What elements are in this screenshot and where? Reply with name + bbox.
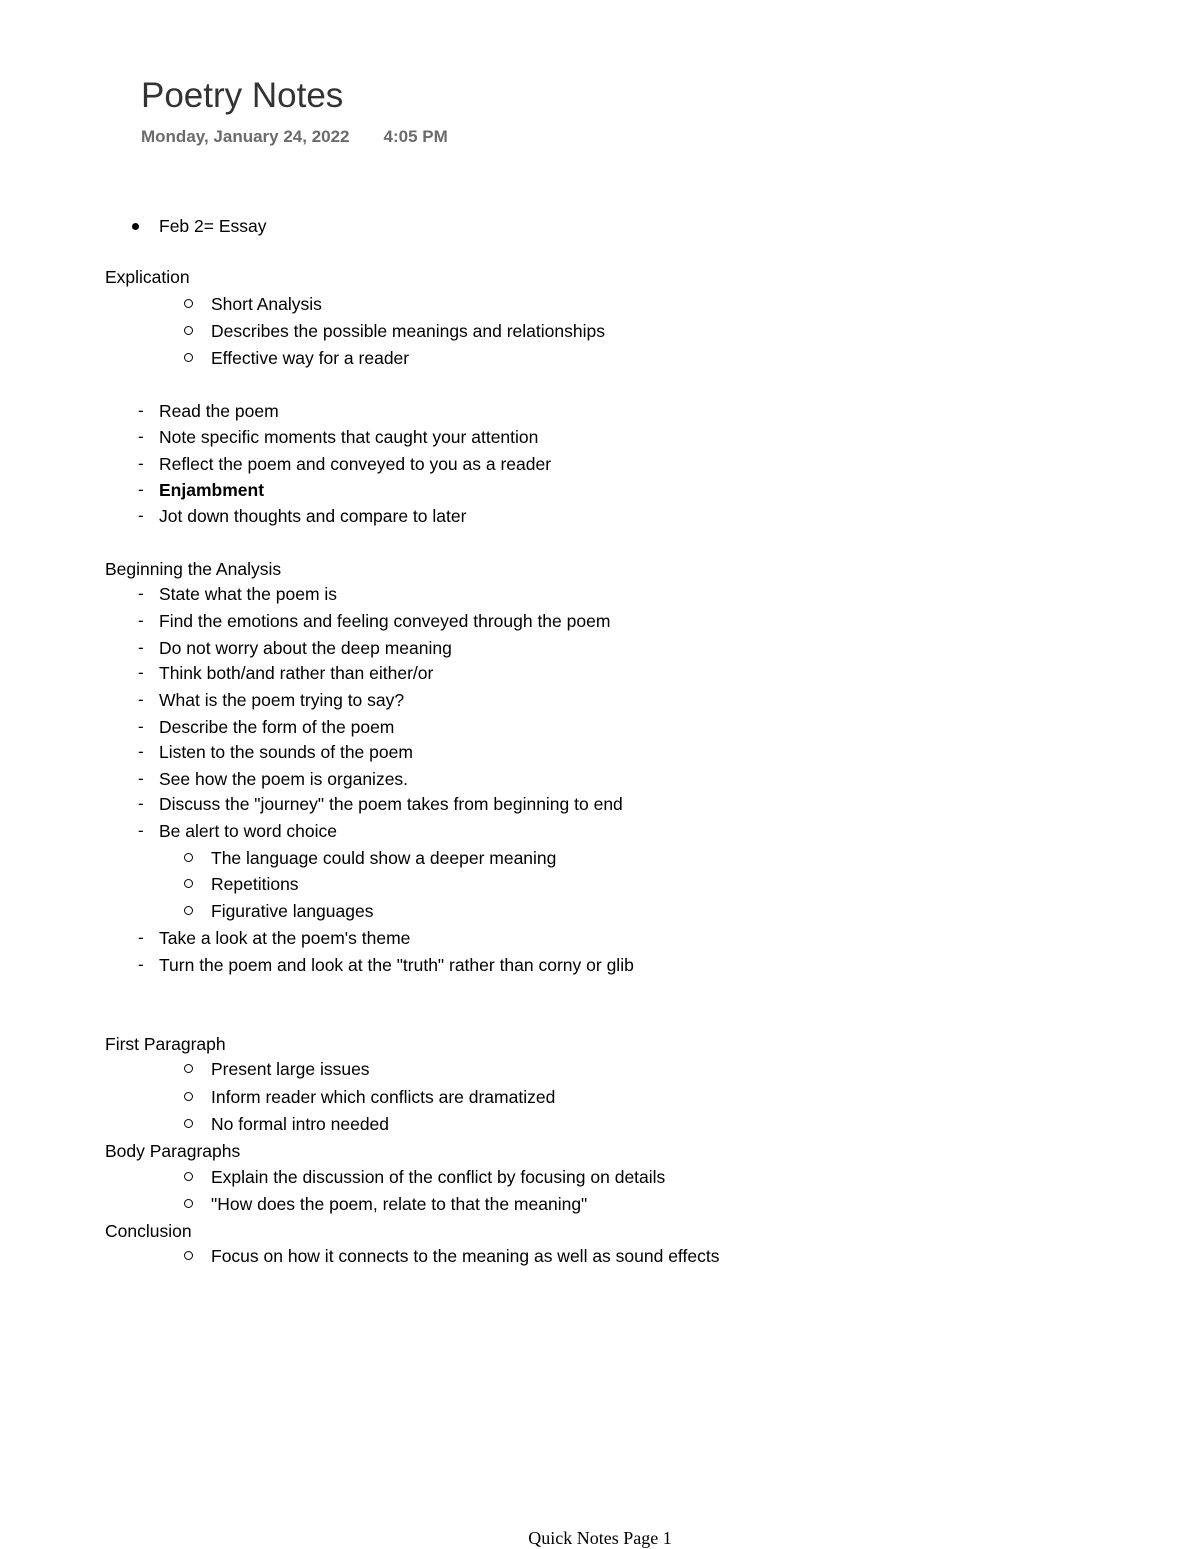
list-item-text: Inform reader which conflicts are dramatized	[211, 1087, 556, 1107]
circle-bullet-icon	[184, 1092, 193, 1101]
list-item-text: Describes the possible meanings and relationships	[211, 321, 605, 341]
circle-bullet-icon	[184, 1172, 193, 1181]
list-item	[138, 927, 411, 949]
dash-bullet-icon: -	[138, 690, 144, 709]
list-item	[138, 610, 611, 632]
dash-bullet-icon: -	[138, 955, 144, 974]
list-item-text: Find the emotions and feeling conveyed through the poem	[159, 611, 611, 631]
list-item-text: Figurative languages	[211, 901, 374, 921]
circle-bullet-icon	[184, 906, 193, 915]
list-item	[138, 768, 409, 790]
page-date	[141, 126, 448, 148]
dash-bullet-icon: -	[138, 480, 144, 499]
dash-bullet-icon: -	[138, 663, 144, 682]
list-item-text: Present large issues	[211, 1059, 370, 1079]
list-item	[138, 637, 452, 659]
list-item	[138, 716, 395, 738]
dash-bullet-icon: -	[138, 611, 144, 630]
list-item	[211, 1193, 587, 1215]
section-heading-body-paragraphs: Body Paragraphs	[105, 1141, 241, 1161]
list-item	[211, 293, 322, 315]
section-heading-conclusion: Conclusion	[105, 1221, 192, 1241]
list-item	[211, 320, 605, 342]
list-item-text: The language could show a deeper meaning	[211, 848, 557, 868]
list-item	[138, 741, 413, 763]
list-item-text: Listen to the sounds of the poem	[159, 742, 413, 762]
list-item	[138, 662, 434, 684]
list-item	[159, 215, 267, 237]
list-item	[211, 347, 409, 369]
list-item-text: Effective way for a reader	[211, 348, 410, 368]
list-item-text: Describe the form of the poem	[159, 717, 395, 737]
circle-bullet-icon	[184, 353, 193, 362]
list-item-text: What is the poem trying to say?	[159, 690, 405, 710]
list-item	[138, 426, 539, 448]
date-text: Monday, January 24, 2022	[141, 127, 350, 146]
circle-bullet-icon	[184, 879, 193, 888]
dash-bullet-icon: -	[138, 717, 144, 736]
list-item-text: Jot down thoughts and compare to later	[159, 506, 467, 526]
list-item-text-bold: Enjambment	[159, 480, 265, 500]
list-item	[211, 900, 373, 922]
dash-bullet-icon: -	[138, 928, 144, 947]
list-item	[138, 400, 279, 422]
dash-bullet-icon: -	[138, 638, 144, 657]
list-item-text: Short Analysis	[211, 294, 322, 314]
list-item-text: Reflect the poem and conveyed to you as a reader	[159, 454, 552, 474]
list-item	[138, 793, 623, 815]
list-item-text: Explain the discussion of the conflict by focusing on details	[211, 1167, 666, 1187]
list-item-text: No formal intro needed	[211, 1114, 390, 1134]
list-item	[138, 505, 467, 527]
list-item-text: Be alert to word choice	[159, 821, 338, 841]
list-item	[138, 954, 634, 976]
list-item-text: Discuss the "journey" the poem takes from beginning to end	[159, 794, 623, 814]
list-item-text: "How does the poem, relate to that the meaning"	[211, 1194, 588, 1214]
list-item-text: See how the poem is organizes.	[159, 769, 409, 789]
dash-bullet-icon: -	[138, 454, 144, 473]
section-heading-first-paragraph: First Paragraph	[105, 1034, 226, 1054]
list-item	[211, 1166, 665, 1188]
list-item-text: Do not worry about the deep meaning	[159, 638, 452, 658]
list-item-text: Repetitions	[211, 874, 299, 894]
dash-bullet-icon: -	[138, 401, 144, 420]
dash-bullet-icon: -	[138, 769, 144, 788]
section-heading-explication: Explication	[105, 267, 190, 287]
dash-bullet-icon: -	[138, 584, 144, 603]
list-item	[211, 1245, 719, 1267]
list-item	[138, 583, 338, 605]
dash-bullet-icon: -	[138, 821, 144, 840]
list-item-text: Think both/and rather than either/or	[159, 663, 434, 683]
page-title: Poetry Notes	[141, 76, 344, 115]
list-item-text: State what the poem is	[159, 584, 338, 604]
list-item	[211, 847, 556, 869]
circle-bullet-icon	[184, 326, 193, 335]
list-item	[138, 453, 552, 475]
circle-bullet-icon	[184, 1119, 193, 1128]
list-item-text: Note specific moments that caught your attention	[159, 427, 539, 447]
dash-bullet-icon: -	[138, 794, 144, 813]
circle-bullet-icon	[184, 1199, 193, 1208]
circle-bullet-icon	[184, 1251, 193, 1260]
dash-bullet-icon: -	[138, 742, 144, 761]
list-item-text: Feb 2= Essay	[159, 216, 267, 236]
page-footer: Quick Notes Page 1	[528, 1528, 672, 1548]
time-text: 4:05 PM	[383, 127, 448, 146]
dash-bullet-icon: -	[138, 506, 144, 525]
list-item	[138, 820, 338, 842]
list-item-text: Read the poem	[159, 401, 279, 421]
list-item	[211, 1086, 555, 1108]
list-item	[211, 1058, 370, 1080]
circle-bullet-icon	[184, 299, 193, 308]
list-item-text: Take a look at the poem's theme	[159, 928, 411, 948]
circle-bullet-icon	[184, 853, 193, 862]
list-item	[211, 873, 299, 895]
list-item	[138, 689, 405, 711]
bullet-icon	[132, 223, 139, 230]
list-item	[138, 479, 265, 501]
list-item	[211, 1113, 389, 1135]
dash-bullet-icon: -	[138, 427, 144, 446]
circle-bullet-icon	[184, 1064, 193, 1073]
list-item-text: Focus on how it connects to the meaning as well as sound effects	[211, 1246, 720, 1266]
list-item-text: Turn the poem and look at the "truth" rather than corny or glib	[159, 955, 634, 975]
section-heading-beginning: Beginning the Analysis	[105, 559, 282, 579]
